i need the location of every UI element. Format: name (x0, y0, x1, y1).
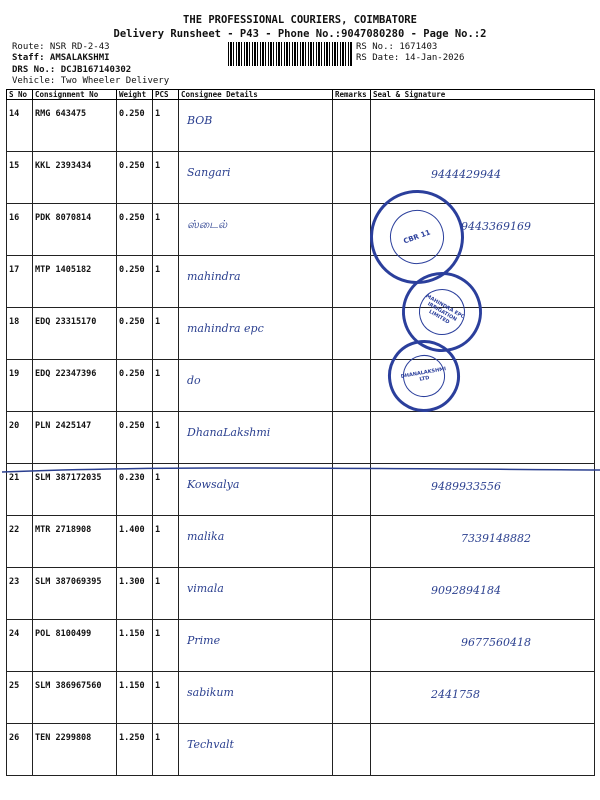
row-consignment: EDQ 23315170 (33, 308, 117, 360)
col-pcs: PCS (153, 90, 179, 100)
row-consignee (179, 256, 333, 308)
row-consignee (179, 360, 333, 412)
row-weight: 0.250 (117, 100, 153, 152)
row-consignee (179, 152, 333, 204)
signature-handwriting: 9677560418 (461, 636, 531, 649)
signature-handwriting: 7339148882 (461, 532, 531, 545)
table-row (7, 724, 595, 776)
table-row (7, 308, 595, 360)
row-weight: 0.250 (117, 360, 153, 412)
consignee-handwriting: vimala (187, 582, 224, 595)
table-row (7, 568, 595, 620)
table-row (7, 100, 595, 152)
row-weight: 0.230 (117, 464, 153, 516)
table-row (7, 672, 595, 724)
row-sno: 15 (7, 152, 33, 204)
pen-stroke (0, 464, 600, 476)
row-sno: 16 (7, 204, 33, 256)
table-row (7, 204, 595, 256)
col-sno: S No (7, 90, 33, 100)
table-row (7, 360, 595, 412)
row-signature (371, 672, 595, 724)
row-pcs: 1 (153, 152, 179, 204)
consignee-handwriting: malika (187, 530, 225, 543)
row-consignee (179, 308, 333, 360)
row-remarks (333, 672, 371, 724)
row-sno: 21 (7, 464, 33, 516)
signature-handwriting: 9444429944 (431, 168, 501, 181)
row-consignment: PDK 8070814 (33, 204, 117, 256)
signature-handwriting: 9489933556 (431, 480, 501, 493)
drs-number: DRS No.: DCJB167140302 (12, 65, 132, 75)
row-consignment: MTR 2718908 (33, 516, 117, 568)
row-weight: 0.250 (117, 308, 153, 360)
row-remarks (333, 100, 371, 152)
row-remarks (333, 152, 371, 204)
col-remarks: Remarks (333, 90, 371, 100)
row-consignee (179, 672, 333, 724)
signature-handwriting: 9092894184 (431, 584, 501, 597)
row-weight: 1.400 (117, 516, 153, 568)
row-pcs: 1 (153, 308, 179, 360)
row-sno: 26 (7, 724, 33, 776)
consignee-handwriting: ஸ்டைல் (187, 218, 228, 231)
row-pcs: 1 (153, 620, 179, 672)
runsheet-table (6, 89, 595, 776)
consignee-handwriting: do (187, 374, 201, 387)
row-pcs: 1 (153, 256, 179, 308)
row-remarks (333, 620, 371, 672)
row-sno: 14 (7, 100, 33, 152)
table-row (7, 620, 595, 672)
row-weight: 0.250 (117, 204, 153, 256)
row-pcs: 1 (153, 672, 179, 724)
row-weight: 1.150 (117, 672, 153, 724)
table-row (7, 256, 595, 308)
courier-stamp: CBR 11 (357, 177, 477, 297)
row-pcs: 1 (153, 412, 179, 464)
row-consignment: SLM 387172035 (33, 464, 117, 516)
table-header-row (7, 90, 595, 100)
col-signature: Seal & Signature (371, 90, 595, 100)
row-consignment: PLN 2425147 (33, 412, 117, 464)
row-consignee (179, 724, 333, 776)
row-consignment: SLM 387069395 (33, 568, 117, 620)
row-consignee (179, 516, 333, 568)
row-consignment: RMG 643475 (33, 100, 117, 152)
row-pcs: 1 (153, 100, 179, 152)
row-pcs: 1 (153, 568, 179, 620)
staff-label: Staff: AMSALAKSHMI (12, 53, 110, 63)
signature-handwriting: 2441758 (431, 688, 480, 701)
signature-handwriting: 9443369169 (461, 220, 531, 233)
row-sno: 23 (7, 568, 33, 620)
row-remarks (333, 360, 371, 412)
row-consignment: TEN 2299808 (33, 724, 117, 776)
row-sno: 22 (7, 516, 33, 568)
consignee-handwriting: sabikum (187, 686, 234, 699)
row-consignment: MTP 1405182 (33, 256, 117, 308)
rs-number: RS No.: 1671403 (356, 42, 438, 52)
consignee-handwriting: Techvalt (187, 738, 234, 751)
row-consignee (179, 100, 333, 152)
consignee-handwriting: Kowsalya (187, 478, 240, 491)
row-sno: 17 (7, 256, 33, 308)
route-label: Route: NSR RD-2-43 (12, 42, 110, 52)
row-remarks (333, 568, 371, 620)
row-pcs: 1 (153, 204, 179, 256)
row-consignment: KKL 2393434 (33, 152, 117, 204)
row-pcs: 1 (153, 464, 179, 516)
row-sno: 25 (7, 672, 33, 724)
row-remarks (333, 412, 371, 464)
consignee-handwriting: Prime (187, 634, 221, 647)
row-consignee (179, 204, 333, 256)
row-weight: 0.250 (117, 412, 153, 464)
row-sno: 19 (7, 360, 33, 412)
row-remarks (333, 516, 371, 568)
row-signature (371, 724, 595, 776)
row-consignee (179, 620, 333, 672)
consignee-handwriting: BOB (187, 114, 213, 127)
consignee-handwriting: mahindra (187, 270, 241, 283)
row-pcs: 1 (153, 516, 179, 568)
row-sno: 24 (7, 620, 33, 672)
table-row (7, 516, 595, 568)
row-remarks (333, 256, 371, 308)
barcode (228, 42, 352, 66)
row-signature (371, 620, 595, 672)
row-consignment: SLM 386967560 (33, 672, 117, 724)
col-weight: Weight (117, 90, 153, 100)
row-consignment: POL 8100499 (33, 620, 117, 672)
vehicle-label: Vehicle: Two Wheeler Delivery (12, 76, 170, 86)
row-signature (371, 412, 595, 464)
runsheet-line: Delivery Runsheet - P43 - Phone No.:9047080280 - Page No.:2 (113, 28, 487, 40)
row-consignee (179, 412, 333, 464)
consignee-handwriting: Sangari (187, 166, 231, 179)
row-consignee (179, 568, 333, 620)
consignee-handwriting: DhanaLakshmi (187, 426, 271, 439)
company-seal: MAHINDRA EPC IRRIGATION LIMITED (387, 257, 496, 366)
row-weight: 1.250 (117, 724, 153, 776)
document-title (0, 13, 600, 41)
rs-date: RS Date: 14-Jan-2026 (356, 53, 465, 63)
row-sno: 18 (7, 308, 33, 360)
row-weight: 0.250 (117, 256, 153, 308)
row-signature (371, 568, 595, 620)
row-pcs: 1 (153, 360, 179, 412)
col-consignment: Consignment No (33, 90, 117, 100)
row-remarks (333, 308, 371, 360)
consignee-handwriting: mahindra epc (187, 322, 264, 335)
row-signature (371, 100, 595, 152)
company-name: THE PROFESSIONAL COURIERS, COIMBATORE (183, 14, 417, 26)
row-remarks (333, 204, 371, 256)
row-signature (371, 516, 595, 568)
row-weight: 1.150 (117, 620, 153, 672)
row-remarks (333, 724, 371, 776)
row-pcs: 1 (153, 724, 179, 776)
row-consignment: EDQ 22347396 (33, 360, 117, 412)
table-row (7, 412, 595, 464)
row-weight: 1.300 (117, 568, 153, 620)
table-row (7, 152, 595, 204)
row-sno: 20 (7, 412, 33, 464)
col-consignee: Consignee Details (179, 90, 333, 100)
customer-seal: DHANALAKSHMI LTD (382, 334, 465, 417)
row-weight: 0.250 (117, 152, 153, 204)
